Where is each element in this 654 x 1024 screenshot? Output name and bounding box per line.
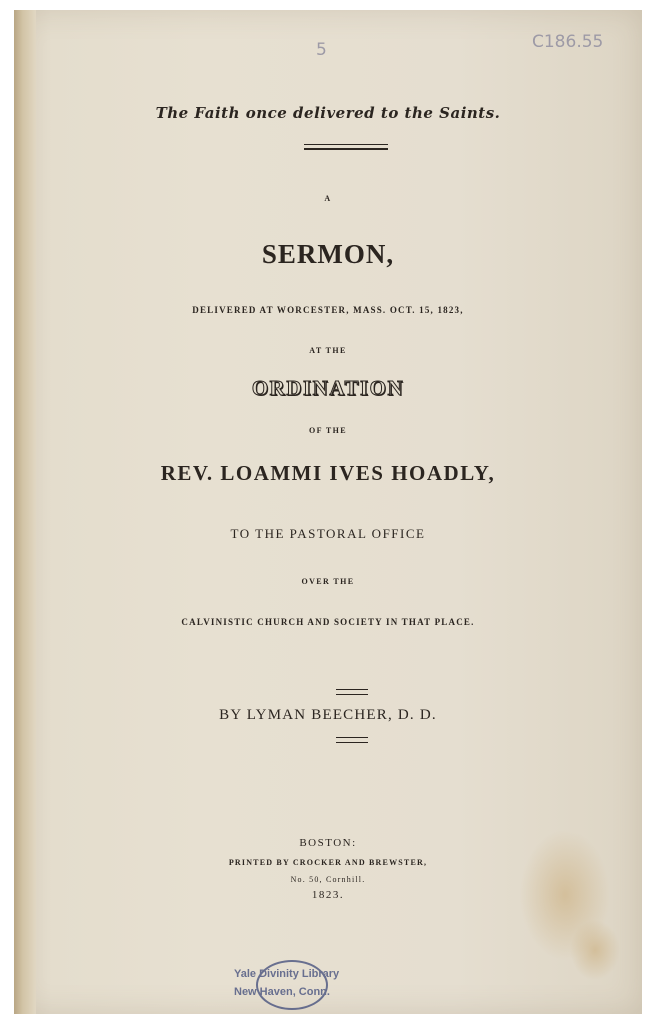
imprint-year: 1823. bbox=[311, 889, 345, 901]
ornamental-rule bbox=[304, 144, 388, 150]
at-the-line: AT THE bbox=[309, 346, 347, 355]
imprint-printer: PRINTED BY CROCKER AND BREWSTER, bbox=[228, 858, 428, 867]
library-stamp bbox=[234, 960, 358, 1006]
imprint-city: BOSTON: bbox=[299, 837, 357, 849]
ordinand-name: REV. LOAMMI IVES HOADLY, bbox=[160, 461, 496, 485]
author-byline: BY LYMAN BEECHER, D. D. bbox=[219, 707, 437, 723]
pencil-annotation: 5 bbox=[316, 40, 327, 60]
author-rule-bottom bbox=[336, 737, 368, 743]
stamp-line-2: New Haven, Conn. bbox=[234, 986, 330, 998]
foxing-stain bbox=[570, 920, 620, 980]
title-article: A bbox=[324, 194, 332, 203]
ordination-heading: ORDINATION bbox=[251, 376, 405, 400]
catalog-number: C186.55 bbox=[532, 32, 604, 52]
of-the-line: OF THE bbox=[309, 426, 347, 435]
church-line: CALVINISTIC CHURCH AND SOCIETY IN THAT PLACE. bbox=[181, 617, 475, 627]
author-rule-top bbox=[336, 689, 368, 695]
stamp-line-1: Yale Divinity Library bbox=[234, 968, 340, 980]
delivery-line: DELIVERED AT WORCESTER, MASS. OCT. 15, 1823, bbox=[192, 305, 464, 315]
office-line: TO THE PASTORAL OFFICE bbox=[230, 526, 426, 541]
over-the-line: OVER THE bbox=[301, 577, 355, 586]
motto: The Faith once delivered to the Saints. bbox=[155, 104, 501, 122]
page-title: SERMON, bbox=[261, 239, 395, 269]
imprint-address: No. 50, Cornhill. bbox=[290, 875, 366, 884]
